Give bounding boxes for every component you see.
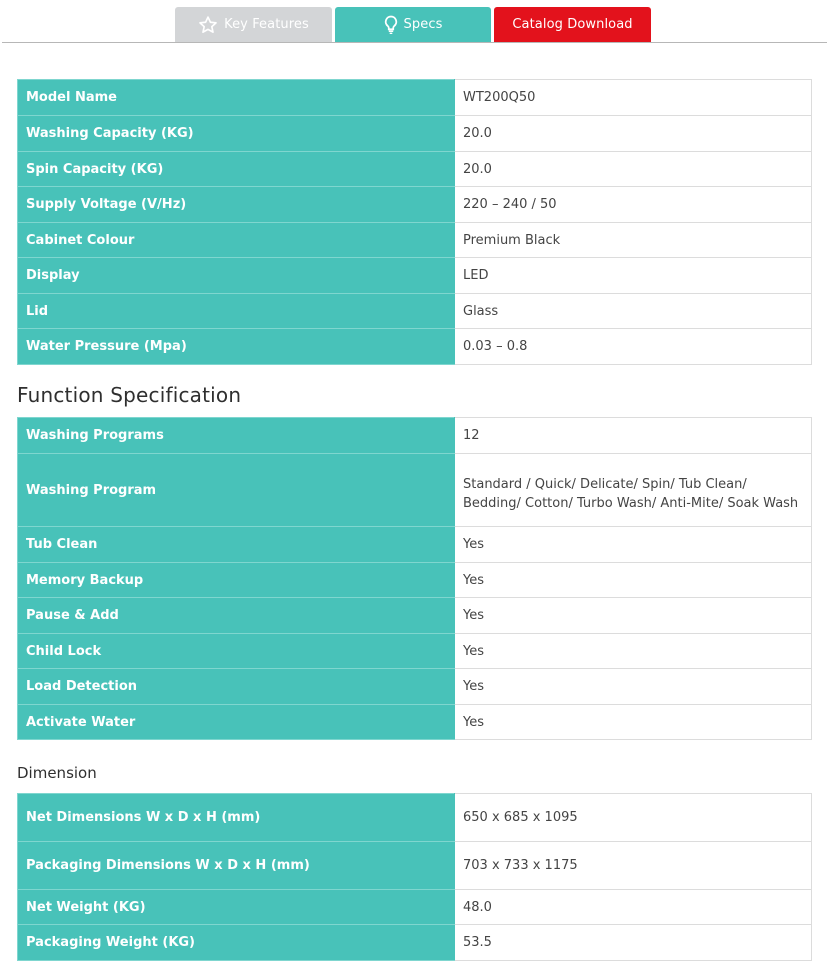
table-row <box>18 563 812 598</box>
spec-label: Washing Capacity (KG) <box>18 116 455 152</box>
table-row <box>18 294 812 329</box>
spec-value: Yes <box>455 705 812 740</box>
table-row <box>18 794 812 842</box>
table-row <box>18 454 812 527</box>
function-spec-table <box>17 417 812 740</box>
spec-value: Standard / Quick/ Delicate/ Spin/ Tub Clean/ Bedding/ Cotton/ Turbo Wash/ Anti-Mite/ Soak Wash <box>455 454 812 527</box>
spec-label: Packaging Dimensions W x D x H (mm) <box>18 842 455 890</box>
spec-label: Supply Voltage (V/Hz) <box>18 187 455 223</box>
tab-specs-label: Specs <box>403 17 443 32</box>
dimension-heading: Dimension <box>17 764 97 782</box>
spec-value: Premium Black <box>455 223 812 258</box>
general-spec-table <box>17 79 812 365</box>
table-row <box>18 634 812 669</box>
table-row <box>18 842 812 890</box>
spec-value: 0.03 – 0.8 <box>455 329 812 365</box>
spec-value: WT200Q50 <box>455 80 812 116</box>
spec-value: 48.0 <box>455 890 812 925</box>
function-spec-heading: Function Specification <box>17 383 242 407</box>
spec-value: Yes <box>455 634 812 669</box>
tab-specs[interactable] <box>335 7 491 42</box>
spec-label: Packaging Weight (KG) <box>18 925 455 961</box>
spec-value: LED <box>455 258 812 294</box>
spec-label: Spin Capacity (KG) <box>18 152 455 187</box>
spec-value: Glass <box>455 294 812 329</box>
spec-label: Washing Program <box>18 454 455 527</box>
table-row <box>18 187 812 223</box>
spec-label: Child Lock <box>18 634 455 669</box>
spec-value: Yes <box>455 669 812 705</box>
tab-catalog-download-label: Catalog Download <box>512 17 633 32</box>
spec-label: Model Name <box>18 80 455 116</box>
spec-label: Tub Clean <box>18 527 455 563</box>
table-row <box>18 418 812 454</box>
spec-label: Lid <box>18 294 455 329</box>
table-row <box>18 116 812 152</box>
spec-value: 703 x 733 x 1175 <box>455 842 812 890</box>
table-row <box>18 152 812 187</box>
tab-key-features-label: Key Features <box>224 17 309 32</box>
table-row <box>18 329 812 365</box>
table-row <box>18 925 812 961</box>
spec-value: 12 <box>455 418 812 454</box>
spec-value: Yes <box>455 563 812 598</box>
spec-value: Yes <box>455 598 812 634</box>
spec-label: Net Dimensions W x D x H (mm) <box>18 794 455 842</box>
table-row <box>18 223 812 258</box>
spec-label: Memory Backup <box>18 563 455 598</box>
tab-key-features[interactable] <box>175 7 332 42</box>
spec-value: Yes <box>455 527 812 563</box>
spec-label: Activate Water <box>18 705 455 740</box>
spec-label: Cabinet Colour <box>18 223 455 258</box>
table-row <box>18 258 812 294</box>
star-outline-icon <box>198 15 218 35</box>
spec-value: 53.5 <box>455 925 812 961</box>
spec-label: Water Pressure (Mpa) <box>18 329 455 365</box>
table-row <box>18 890 812 925</box>
table-row <box>18 527 812 563</box>
tab-bar <box>0 0 839 44</box>
dimension-table <box>17 793 812 961</box>
spec-label: Load Detection <box>18 669 455 705</box>
lightbulb-icon <box>384 15 398 35</box>
spec-value: 20.0 <box>455 152 812 187</box>
table-row <box>18 598 812 634</box>
table-row <box>18 669 812 705</box>
tab-underline <box>2 42 827 43</box>
spec-label: Display <box>18 258 455 294</box>
spec-label: Net Weight (KG) <box>18 890 455 925</box>
spec-value: 220 – 240 / 50 <box>455 187 812 223</box>
table-row <box>18 80 812 116</box>
table-row <box>18 705 812 740</box>
spec-value: 20.0 <box>455 116 812 152</box>
spec-value: 650 x 685 x 1095 <box>455 794 812 842</box>
spec-label: Pause & Add <box>18 598 455 634</box>
tab-catalog-download[interactable] <box>494 7 651 42</box>
spec-label: Washing Programs <box>18 418 455 454</box>
